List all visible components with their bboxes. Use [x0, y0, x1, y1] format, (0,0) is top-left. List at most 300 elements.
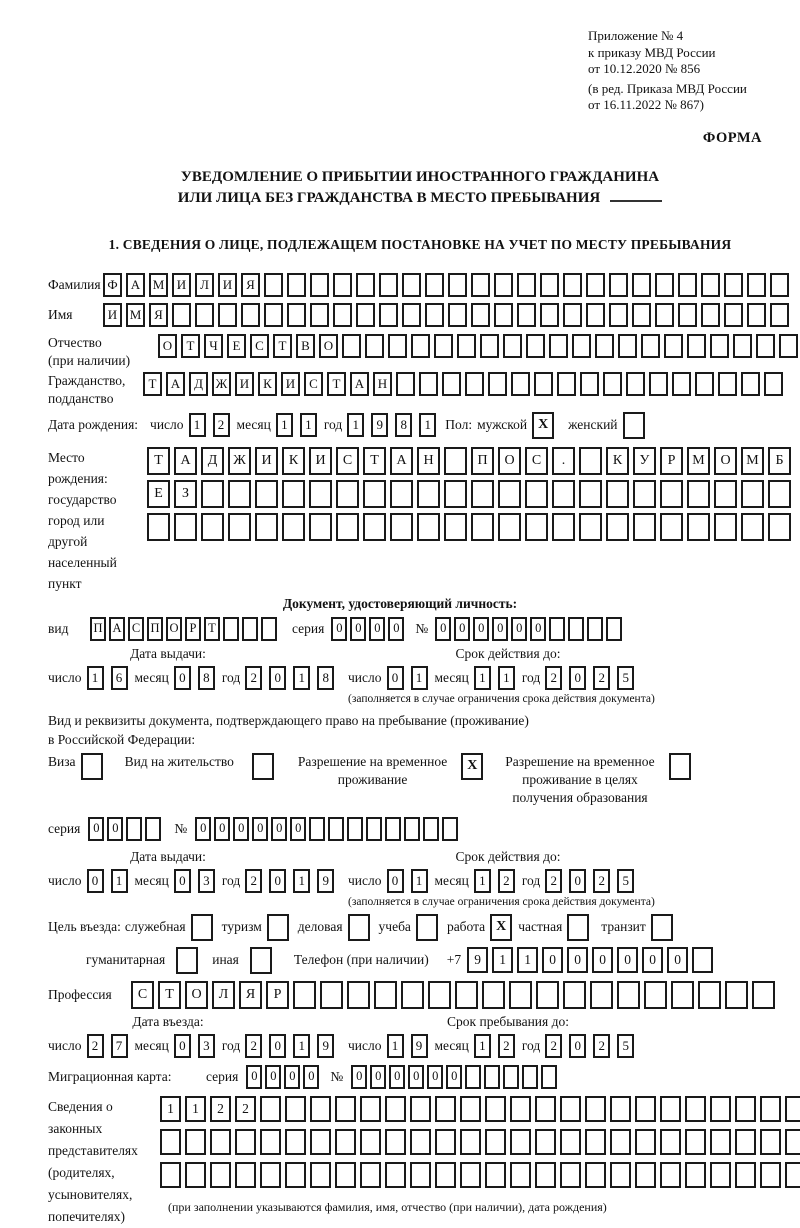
char-cell[interactable]: [560, 1129, 581, 1155]
char-cell[interactable]: [760, 1162, 781, 1188]
temp-permit-checkbox[interactable]: [461, 753, 483, 780]
char-cell[interactable]: 2: [545, 869, 562, 893]
char-cell[interactable]: 9: [371, 413, 388, 437]
char-cell[interactable]: 5: [617, 1034, 634, 1058]
resid-series-boxes[interactable]: [88, 817, 164, 841]
char-cell[interactable]: 0: [284, 1065, 300, 1089]
char-cell[interactable]: 2: [498, 869, 515, 893]
char-cell[interactable]: [522, 1065, 538, 1089]
char-cell[interactable]: [185, 1162, 206, 1188]
char-cell[interactable]: [396, 372, 415, 396]
char-cell[interactable]: [644, 981, 667, 1009]
char-cell[interactable]: [417, 513, 440, 541]
char-cell[interactable]: В: [296, 334, 315, 358]
char-cell[interactable]: [390, 480, 413, 508]
char-cell[interactable]: [442, 817, 458, 841]
char-cell[interactable]: [145, 817, 161, 841]
char-cell[interactable]: [585, 1162, 606, 1188]
char-cell[interactable]: С: [525, 447, 548, 475]
char-cell[interactable]: 0: [446, 1065, 462, 1089]
char-cell[interactable]: [335, 1096, 356, 1122]
char-cell[interactable]: П: [90, 617, 106, 641]
char-cell[interactable]: [494, 273, 513, 297]
char-cell[interactable]: [725, 981, 748, 1009]
char-cell[interactable]: [176, 947, 198, 974]
char-cell[interactable]: 0: [174, 869, 191, 893]
char-cell[interactable]: Д: [189, 372, 208, 396]
char-cell[interactable]: [423, 817, 439, 841]
char-cell[interactable]: [785, 1129, 800, 1155]
char-cell[interactable]: [287, 273, 306, 297]
char-cell[interactable]: [710, 1096, 731, 1122]
char-cell[interactable]: [485, 1129, 506, 1155]
char-cell[interactable]: [770, 303, 789, 327]
char-cell[interactable]: [635, 1162, 656, 1188]
char-cell[interactable]: [417, 480, 440, 508]
char-cell[interactable]: [733, 334, 752, 358]
char-cell[interactable]: 0: [265, 1065, 281, 1089]
char-cell[interactable]: 3: [198, 869, 215, 893]
char-cell[interactable]: [632, 273, 651, 297]
char-cell[interactable]: [335, 1129, 356, 1155]
char-cell[interactable]: [374, 981, 397, 1009]
char-cell[interactable]: [580, 372, 599, 396]
char-cell[interactable]: [535, 1129, 556, 1155]
char-cell[interactable]: [741, 480, 764, 508]
char-cell[interactable]: [714, 480, 737, 508]
char-cell[interactable]: 0: [252, 817, 268, 841]
char-cell[interactable]: [685, 1162, 706, 1188]
temp-permit-edu-checkbox[interactable]: [669, 753, 691, 780]
char-cell[interactable]: [741, 372, 760, 396]
char-cell[interactable]: [724, 273, 743, 297]
char-cell[interactable]: 0: [569, 869, 586, 893]
char-cell[interactable]: [435, 1162, 456, 1188]
char-cell[interactable]: [687, 480, 710, 508]
char-cell[interactable]: 0: [290, 817, 306, 841]
char-cell[interactable]: [401, 981, 424, 1009]
char-cell[interactable]: 9: [317, 869, 334, 893]
char-cell[interactable]: [651, 914, 673, 941]
char-cell[interactable]: [285, 1162, 306, 1188]
char-cell[interactable]: [347, 981, 370, 1009]
char-cell[interactable]: 0: [435, 617, 451, 641]
char-cell[interactable]: 0: [667, 947, 688, 973]
char-cell[interactable]: 1: [517, 947, 538, 973]
char-cell[interactable]: [563, 273, 582, 297]
char-cell[interactable]: 1: [411, 869, 428, 893]
char-cell[interactable]: [482, 981, 505, 1009]
char-cell[interactable]: [285, 1129, 306, 1155]
char-cell[interactable]: Н: [373, 372, 392, 396]
char-cell[interactable]: 0: [511, 617, 527, 641]
char-cell[interactable]: [210, 1162, 231, 1188]
legal-row1-boxes[interactable]: [160, 1096, 800, 1122]
stay-day-boxes[interactable]: [387, 1034, 435, 1058]
char-cell[interactable]: [356, 273, 375, 297]
char-cell[interactable]: [235, 1162, 256, 1188]
char-cell[interactable]: И: [172, 273, 191, 297]
purpose-other-checkbox[interactable]: [250, 947, 272, 974]
char-cell[interactable]: [282, 480, 305, 508]
char-cell[interactable]: [635, 1096, 656, 1122]
char-cell[interactable]: [626, 372, 645, 396]
char-cell[interactable]: А: [350, 372, 369, 396]
char-cell[interactable]: [471, 480, 494, 508]
char-cell[interactable]: [448, 273, 467, 297]
char-cell[interactable]: 2: [210, 1096, 231, 1122]
char-cell[interactable]: О: [714, 447, 737, 475]
char-cell[interactable]: [320, 981, 343, 1009]
char-cell[interactable]: [287, 303, 306, 327]
char-cell[interactable]: [410, 1162, 431, 1188]
char-cell[interactable]: И: [235, 372, 254, 396]
char-cell[interactable]: [465, 372, 484, 396]
char-cell[interactable]: [669, 753, 691, 780]
doc-number-boxes[interactable]: [435, 617, 625, 641]
char-cell[interactable]: [710, 334, 729, 358]
char-cell[interactable]: [768, 480, 791, 508]
char-cell[interactable]: [660, 1096, 681, 1122]
char-cell[interactable]: [425, 273, 444, 297]
char-cell[interactable]: 2: [545, 666, 562, 690]
char-cell[interactable]: [760, 1129, 781, 1155]
char-cell[interactable]: [435, 1129, 456, 1155]
char-cell[interactable]: [785, 1096, 800, 1122]
resid-valid-day-boxes[interactable]: [387, 869, 435, 893]
char-cell[interactable]: [526, 334, 545, 358]
doc-type-boxes[interactable]: [90, 617, 280, 641]
char-cell[interactable]: [695, 372, 714, 396]
char-cell[interactable]: [687, 513, 710, 541]
char-cell[interactable]: [511, 372, 530, 396]
char-cell[interactable]: [471, 273, 490, 297]
id-issue-day-boxes[interactable]: [87, 666, 135, 690]
char-cell[interactable]: [385, 817, 401, 841]
female-checkbox[interactable]: [623, 412, 645, 439]
char-cell[interactable]: [552, 480, 575, 508]
char-cell[interactable]: [261, 617, 277, 641]
char-cell[interactable]: [549, 334, 568, 358]
char-cell[interactable]: [535, 1096, 556, 1122]
visa-checkbox[interactable]: [81, 753, 103, 780]
char-cell[interactable]: [603, 372, 622, 396]
char-cell[interactable]: М: [126, 303, 145, 327]
char-cell[interactable]: А: [174, 447, 197, 475]
char-cell[interactable]: 8: [198, 666, 215, 690]
char-cell[interactable]: 0: [387, 869, 404, 893]
char-cell[interactable]: 0: [174, 666, 191, 690]
char-cell[interactable]: С: [250, 334, 269, 358]
char-cell[interactable]: З: [174, 480, 197, 508]
char-cell[interactable]: К: [258, 372, 277, 396]
char-cell[interactable]: [174, 513, 197, 541]
char-cell[interactable]: 0: [246, 1065, 262, 1089]
id-valid-month-boxes[interactable]: [474, 666, 522, 690]
char-cell[interactable]: [510, 1096, 531, 1122]
char-cell[interactable]: [457, 334, 476, 358]
char-cell[interactable]: [310, 273, 329, 297]
char-cell[interactable]: [660, 1162, 681, 1188]
char-cell[interactable]: [379, 273, 398, 297]
entry-month-boxes[interactable]: [174, 1034, 222, 1058]
char-cell[interactable]: О: [166, 617, 182, 641]
char-cell[interactable]: [228, 513, 251, 541]
char-cell[interactable]: А: [390, 447, 413, 475]
char-cell[interactable]: 1: [185, 1096, 206, 1122]
resid-valid-year-boxes[interactable]: [545, 869, 641, 893]
legal-row3-boxes[interactable]: [160, 1162, 800, 1188]
char-cell[interactable]: [770, 273, 789, 297]
char-cell[interactable]: [698, 981, 721, 1009]
char-cell[interactable]: 0: [370, 1065, 386, 1089]
birth-year-boxes[interactable]: [347, 413, 443, 437]
char-cell[interactable]: [411, 334, 430, 358]
char-cell[interactable]: 0: [269, 666, 286, 690]
char-cell[interactable]: [293, 981, 316, 1009]
char-cell[interactable]: [560, 1096, 581, 1122]
char-cell[interactable]: [617, 981, 640, 1009]
char-cell[interactable]: [579, 513, 602, 541]
char-cell[interactable]: X: [532, 412, 554, 439]
char-cell[interactable]: 0: [269, 869, 286, 893]
char-cell[interactable]: [517, 303, 536, 327]
char-cell[interactable]: Ф: [103, 273, 122, 297]
char-cell[interactable]: 1: [300, 413, 317, 437]
patronymic-boxes[interactable]: [158, 334, 800, 358]
char-cell[interactable]: [310, 1096, 331, 1122]
char-cell[interactable]: [560, 1162, 581, 1188]
profession-boxes[interactable]: [131, 981, 779, 1009]
char-cell[interactable]: [333, 303, 352, 327]
char-cell[interactable]: [484, 1065, 500, 1089]
char-cell[interactable]: [585, 1096, 606, 1122]
char-cell[interactable]: [768, 513, 791, 541]
char-cell[interactable]: [494, 303, 513, 327]
char-cell[interactable]: [587, 617, 603, 641]
char-cell[interactable]: [525, 480, 548, 508]
char-cell[interactable]: [282, 513, 305, 541]
char-cell[interactable]: 5: [617, 869, 634, 893]
char-cell[interactable]: [201, 480, 224, 508]
char-cell[interactable]: [590, 981, 613, 1009]
char-cell[interactable]: [252, 753, 274, 780]
char-cell[interactable]: 8: [395, 413, 412, 437]
char-cell[interactable]: [606, 480, 629, 508]
char-cell[interactable]: Л: [195, 273, 214, 297]
char-cell[interactable]: [363, 480, 386, 508]
id-issue-year-boxes[interactable]: [245, 666, 341, 690]
char-cell[interactable]: 2: [498, 1034, 515, 1058]
char-cell[interactable]: [660, 1129, 681, 1155]
char-cell[interactable]: 0: [492, 617, 508, 641]
char-cell[interactable]: 2: [245, 1034, 262, 1058]
char-cell[interactable]: [360, 1162, 381, 1188]
char-cell[interactable]: [649, 372, 668, 396]
char-cell[interactable]: [241, 303, 260, 327]
char-cell[interactable]: [488, 372, 507, 396]
char-cell[interactable]: [672, 372, 691, 396]
char-cell[interactable]: 9: [467, 947, 488, 973]
char-cell[interactable]: [660, 513, 683, 541]
char-cell[interactable]: Я: [241, 273, 260, 297]
char-cell[interactable]: [710, 1129, 731, 1155]
char-cell[interactable]: [678, 273, 697, 297]
char-cell[interactable]: [685, 1096, 706, 1122]
char-cell[interactable]: [309, 513, 332, 541]
char-cell[interactable]: [264, 273, 283, 297]
char-cell[interactable]: [218, 303, 237, 327]
char-cell[interactable]: А: [109, 617, 125, 641]
char-cell[interactable]: [633, 513, 656, 541]
char-cell[interactable]: 1: [160, 1096, 181, 1122]
char-cell[interactable]: [336, 480, 359, 508]
char-cell[interactable]: И: [218, 273, 237, 297]
char-cell[interactable]: [160, 1129, 181, 1155]
char-cell[interactable]: [752, 981, 775, 1009]
char-cell[interactable]: [701, 273, 720, 297]
char-cell[interactable]: [595, 334, 614, 358]
id-valid-day-boxes[interactable]: [387, 666, 435, 690]
birth-place-row1-boxes[interactable]: [147, 447, 795, 475]
char-cell[interactable]: .: [552, 447, 575, 475]
char-cell[interactable]: 0: [542, 947, 563, 973]
char-cell[interactable]: [760, 1096, 781, 1122]
char-cell[interactable]: [586, 273, 605, 297]
char-cell[interactable]: [756, 334, 775, 358]
char-cell[interactable]: 0: [569, 666, 586, 690]
char-cell[interactable]: [701, 303, 720, 327]
char-cell[interactable]: 9: [411, 1034, 428, 1058]
char-cell[interactable]: [379, 303, 398, 327]
char-cell[interactable]: 0: [88, 817, 104, 841]
char-cell[interactable]: [210, 1129, 231, 1155]
char-cell[interactable]: [747, 273, 766, 297]
char-cell[interactable]: [260, 1096, 281, 1122]
char-cell[interactable]: [310, 1129, 331, 1155]
char-cell[interactable]: [509, 981, 532, 1009]
char-cell[interactable]: 0: [387, 666, 404, 690]
char-cell[interactable]: [567, 914, 589, 941]
char-cell[interactable]: П: [471, 447, 494, 475]
char-cell[interactable]: [671, 981, 694, 1009]
char-cell[interactable]: [633, 480, 656, 508]
char-cell[interactable]: 1: [474, 869, 491, 893]
char-cell[interactable]: [660, 480, 683, 508]
char-cell[interactable]: 0: [87, 869, 104, 893]
char-cell[interactable]: 2: [593, 869, 610, 893]
char-cell[interactable]: [201, 513, 224, 541]
char-cell[interactable]: [606, 513, 629, 541]
char-cell[interactable]: [579, 480, 602, 508]
char-cell[interactable]: [635, 1129, 656, 1155]
char-cell[interactable]: Л: [212, 981, 235, 1009]
char-cell[interactable]: 0: [369, 617, 385, 641]
char-cell[interactable]: 1: [87, 666, 104, 690]
char-cell[interactable]: Д: [201, 447, 224, 475]
char-cell[interactable]: 0: [269, 1034, 286, 1058]
char-cell[interactable]: [785, 1162, 800, 1188]
char-cell[interactable]: [517, 273, 536, 297]
char-cell[interactable]: 0: [174, 1034, 191, 1058]
char-cell[interactable]: М: [687, 447, 710, 475]
char-cell[interactable]: [126, 817, 142, 841]
resid-issue-month-boxes[interactable]: [174, 869, 222, 893]
char-cell[interactable]: [692, 947, 713, 973]
purpose-work-checkbox[interactable]: [490, 914, 512, 941]
male-checkbox[interactable]: [532, 412, 554, 439]
char-cell[interactable]: И: [309, 447, 332, 475]
char-cell[interactable]: [535, 1162, 556, 1188]
char-cell[interactable]: 0: [351, 1065, 367, 1089]
char-cell[interactable]: [255, 513, 278, 541]
char-cell[interactable]: Ж: [228, 447, 251, 475]
char-cell[interactable]: [147, 513, 170, 541]
char-cell[interactable]: [242, 617, 258, 641]
char-cell[interactable]: 2: [235, 1096, 256, 1122]
birth-month-boxes[interactable]: [276, 413, 324, 437]
char-cell[interactable]: Т: [327, 372, 346, 396]
char-cell[interactable]: Н: [417, 447, 440, 475]
char-cell[interactable]: 1: [498, 666, 515, 690]
char-cell[interactable]: 0: [350, 617, 366, 641]
char-cell[interactable]: [250, 947, 272, 974]
doc-series-boxes[interactable]: [331, 617, 407, 641]
char-cell[interactable]: [710, 1162, 731, 1188]
char-cell[interactable]: [549, 617, 565, 641]
char-cell[interactable]: Т: [143, 372, 162, 396]
char-cell[interactable]: К: [606, 447, 629, 475]
char-cell[interactable]: Ж: [212, 372, 231, 396]
entry-day-boxes[interactable]: [87, 1034, 135, 1058]
char-cell[interactable]: А: [126, 273, 145, 297]
char-cell[interactable]: У: [633, 447, 656, 475]
resid-number-boxes[interactable]: [195, 817, 461, 841]
char-cell[interactable]: 0: [530, 617, 546, 641]
char-cell[interactable]: [360, 1129, 381, 1155]
char-cell[interactable]: [366, 817, 382, 841]
char-cell[interactable]: [764, 372, 783, 396]
char-cell[interactable]: 1: [387, 1034, 404, 1058]
char-cell[interactable]: [525, 513, 548, 541]
char-cell[interactable]: [235, 1129, 256, 1155]
char-cell[interactable]: [503, 1065, 519, 1089]
char-cell[interactable]: [480, 334, 499, 358]
char-cell[interactable]: 1: [293, 1034, 310, 1058]
char-cell[interactable]: 0: [331, 617, 347, 641]
resid-issue-day-boxes[interactable]: [87, 869, 135, 893]
char-cell[interactable]: 2: [545, 1034, 562, 1058]
char-cell[interactable]: 0: [389, 1065, 405, 1089]
purpose-business-checkbox[interactable]: [348, 914, 370, 941]
char-cell[interactable]: [255, 480, 278, 508]
char-cell[interactable]: 2: [87, 1034, 104, 1058]
char-cell[interactable]: Е: [227, 334, 246, 358]
char-cell[interactable]: 2: [245, 869, 262, 893]
char-cell[interactable]: 0: [233, 817, 249, 841]
char-cell[interactable]: [664, 334, 683, 358]
char-cell[interactable]: 0: [569, 1034, 586, 1058]
char-cell[interactable]: [655, 303, 674, 327]
char-cell[interactable]: 2: [593, 666, 610, 690]
given-name-boxes[interactable]: [103, 303, 793, 327]
char-cell[interactable]: И: [103, 303, 122, 327]
char-cell[interactable]: [563, 303, 582, 327]
purpose-humanitarian-checkbox[interactable]: [176, 947, 198, 974]
char-cell[interactable]: [416, 914, 438, 941]
char-cell[interactable]: [641, 334, 660, 358]
char-cell[interactable]: [687, 334, 706, 358]
